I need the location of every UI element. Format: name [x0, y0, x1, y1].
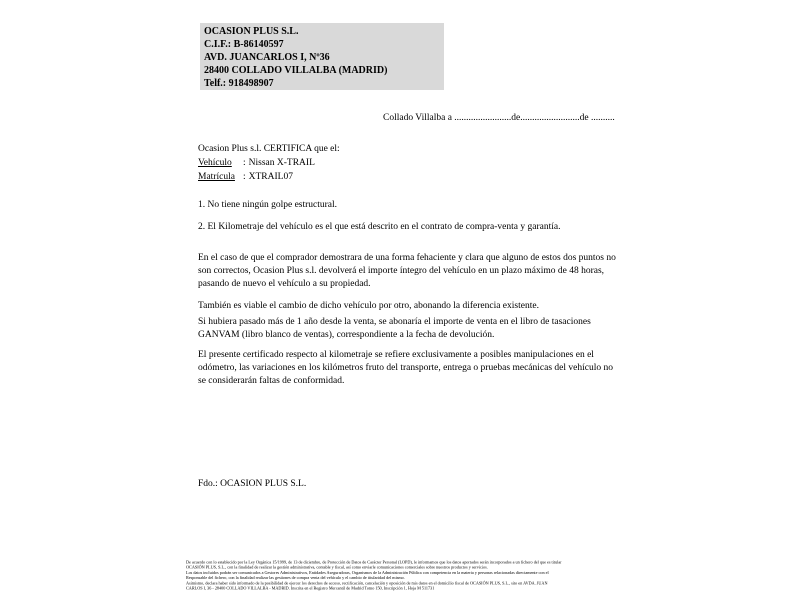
vehicle-separator: :: [243, 158, 246, 168]
date-line: Collado Villalba a ........................de.........................de ..........: [383, 113, 615, 123]
certification-intro: Ocasion Plus s.l. CERTIFICA que el:: [198, 144, 340, 154]
signature-line: Fdo.: OCASION PLUS S.L.: [198, 479, 307, 489]
legal-line: De acuerdo con lo establecido por la Ley Orgánica 15/1999, de 13 de diciembre, de Protección de Datos de Carácter Personal (LOPD), le informamos que los datos aportados serán incorporados a un fichero del que es titular: [186, 560, 562, 565]
paragraph-line: son correctos, Ocasion Plus s.l. devolverá el importe íntegro del vehículo en un plazo máximo de 48 horas,: [198, 266, 605, 276]
paragraph-ganvam: [198, 316, 591, 342]
paragraph-line: odómetro, las variaciones en los kilómetros fruto del transporte, entrega o pruebas mecánicas del vehículo no: [198, 363, 613, 373]
certification-block: [198, 142, 340, 184]
legal-line: OCASIÓN PLUS, S.L., con la finalidad de realizar la gestión administrativa, contable y fiscal, así como enviarle comunicaciones comerciales sobre nuestros productos y servicios.: [186, 565, 488, 570]
vehicle-label: Vehículo: [198, 158, 232, 168]
paragraph-line: En el caso de que el comprador demostrara de una forma fehaciente y clara que alguno de estos dos puntos no: [198, 253, 616, 263]
paragraph-line: se considerarán faltas de conformidad.: [198, 376, 345, 386]
vehicle-field: [198, 156, 340, 170]
company-name: OCASION PLUS S.L.: [204, 26, 299, 37]
paragraph-line: También es viable el cambio de dicho vehículo por otro, abonando la diferencia existente.: [198, 301, 539, 311]
paragraph-line: El presente certificado respecto al kilometraje se refiere exclusivamente a posibles manipulaciones en el: [198, 350, 594, 360]
company-phone: Telf.: 918498907: [204, 78, 274, 89]
certified-item-2: 2. El Kilometraje del vehículo es el que está descrito en el contrato de compra-venta y garantía.: [198, 222, 561, 232]
paragraph-odometer: [198, 349, 613, 388]
legal-line: CARLOS I, 36 - 28400 COLLADO VILLALBA - MADRID. Inscrita en el Registro Mercantil de Madrid Tomo 150, Inscripción 1, Hoja M 511731: [186, 586, 435, 591]
paragraph-line: GANVAM (libro blanco de ventas), correspondiente a la fecha de devolución.: [198, 330, 495, 340]
plate-label: Matrícula: [198, 172, 235, 182]
plate-separator: :: [243, 172, 246, 182]
vehicle-value: Nissan X-TRAIL: [248, 158, 315, 168]
plate-field: [198, 170, 340, 184]
paragraph-line: Si hubiera pasado más de 1 año desde la venta, se abonaría el importe de venta en el libro de tasaciones: [198, 317, 591, 327]
legal-line: Responsable del fichero, con la finalidad realizar las gestiones de compra venta del vehículo y el cambio de titularidad del mismo.: [186, 575, 405, 581]
paragraph-line: pasando de nuevo el vehículo a su propiedad.: [198, 279, 371, 289]
certified-item-1: 1. No tiene ningún golpe estructural.: [198, 200, 338, 210]
company-header-box: [200, 23, 444, 90]
legal-footer: [186, 560, 690, 591]
plate-value: XTRAIL07: [248, 172, 293, 182]
legal-line: Asimismo, declara haber sido informado de la posibilidad de ejercer los derechos de acceso, rectificación, cancelación y oposición de mis datos en el domicilio fiscal de OCASIÓN PLUS, S.L., sito en AVDA. JUAN: [186, 580, 548, 586]
paragraph-exchange: [198, 300, 539, 313]
legal-line: Los datos incluidos podrán ser comunicados a Gestores Administrativos, Entidades Aseguradoras, Organismos de la Administración Pública con competencia en la materia y personas relacionadas directamente con el: [186, 570, 549, 576]
company-address: AVD. JUANCARLOS I, Nº36: [204, 52, 330, 63]
company-cif: C.I.F.: B-86140597: [204, 39, 284, 50]
paragraph-refund: [198, 252, 616, 291]
company-city: 28400 COLLADO VILLALBA (MADRID): [204, 65, 388, 76]
